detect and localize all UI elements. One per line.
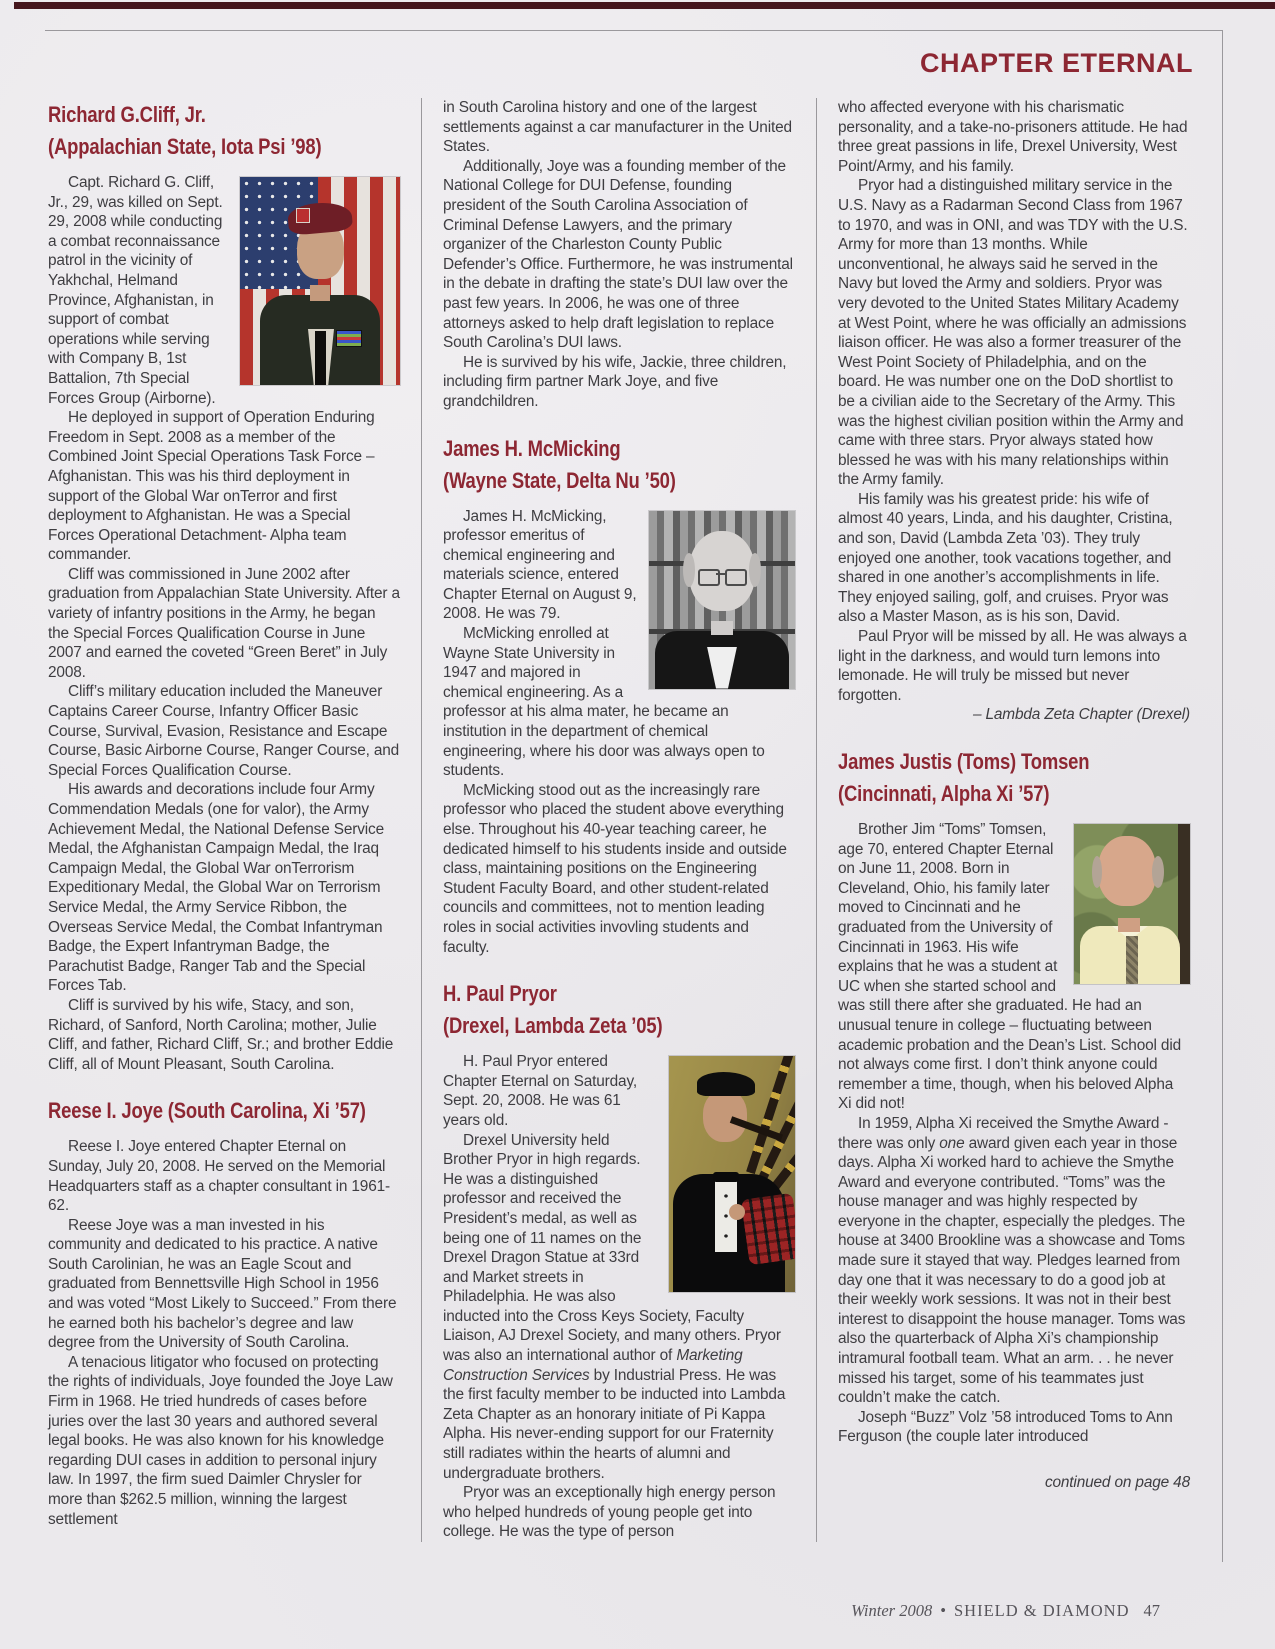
obituary-heading-cliff (48, 100, 400, 164)
paragraph: Cliff was commissioned in June 2002 after graduation from Appalachian State University. After a variety of infantry positions in the Army, he began the Special Forces Qualification Course in June 2007 and earned the coveted “Green Beret” in July 2008. (48, 565, 400, 681)
paragraph: Cliff is survived by his wife, Stacy, and son, Richard, of Sanford, North Carolina; mother, Julie Cliff, and father, Richard Cliff, Sr.; and brother Eddie Cliff, all of Mount Pleasant, South Carolina. (48, 996, 394, 1073)
paragraph: He deployed in support of Operation Enduring Freedom in Sept. 2008 as a member of the Combined Joint Special Operations Task Force – Afghanistan. This was his third deployment in support of the Global War onTerror and first deployment to Afghanistan. He was a Special Forces Operational Detachment- Alpha team commander. (48, 409, 375, 564)
right-page-rule (1222, 30, 1223, 1562)
paragraph (838, 1114, 1190, 1408)
top-band (14, 2, 1275, 9)
paragraph-text: award given each year in those days. Alpha Xi worked hard to achieve the Smythe Award and everyone contributed. “Toms” was the house manager and was highly respected by everyone in the chapter, especially the pledges. The house at 3400 Brookline was a showcase and Toms made sure it stayed that way. Pledges learned from day one that it was necessary to do a good job at their weekly work sessions. It was not in their best interest to disappoint the house manager. Toms was also the quarterback of Alpha Xi’s championship intramural football team. What an arm. . . he never missed his target, some of his teammates just couldn’t make the catch. (838, 1134, 1186, 1407)
footer-issue: Winter 2008 (851, 1601, 933, 1620)
face (703, 1090, 747, 1142)
paragraph: Additionally, Joye was a founding member of the National College for DUI Defense, founding president of the South Carolina Association of Criminal Defense Lawyers, and the primary organizer of the Charleston County Public Defender’s Office. Furthermore, he was instrumental in the debate in drafting the state’s DUI law over the past few years. In 2006, he was one of three attorneys asked to help draft legislation to replace South Carolina’s DUI laws. (443, 157, 793, 352)
obituary-heading-tomsen (838, 747, 1190, 811)
heading-line: (Drexel, Lambda Zeta ’05) (443, 1013, 663, 1039)
mcmicking-portrait-photo (649, 511, 795, 689)
paragraph: His family was his greatest pride: his wife of almost 40 years, Linda, and his daughter, Cristina, and son, David (Lambda Zeta ’03). They truly enjoyed one another, took vacations together, and shared in one another’s accomplishments in life. They enjoyed sailing, golf, and cruises. Pryor was also a Master Mason, as is his son, David. (838, 490, 1173, 626)
paragraph: James H. McMicking, professor emeritus of chemical engineering and materials science, entered Chapter Eternal on August 9, 2008. He was 79. (443, 507, 637, 623)
heading-line: (Appalachian State, Iota Psi ’98) (48, 134, 322, 159)
paragraph: Pryor had a distinguished military service in the U.S. Navy as a Radarman Second Class from 1967 to 1970, and was in ONI, and was TDY with the U.S. Army for more than 13 months. While unconventional, he always said he served in the Navy but loved the Army and soldiers. Pryor was very devoted to the United States Military Academy at West Point, where he was officially an admissions liaison officer. He was also a former treasurer of the West Point Society of Philadelphia, and on the board. He was number one on the DoD shortlist to be a civilian aide to the Secretary of the Army. This was the highest civilian position within the Army and came with three stars. Pryor always stated how blessed he was with his many relationships within the Army family. (838, 177, 1188, 489)
footer-page-number: 47 (1143, 1601, 1160, 1620)
beret-flash (296, 208, 310, 223)
paragraph-continued: in South Carolina history and one of the largest settlements against a car manufacturer in the United States. (443, 99, 792, 156)
continued-note: continued on page 48 (1044, 1474, 1190, 1491)
column-1 (48, 98, 400, 1542)
heading-line: H. Paul Pryor (443, 981, 557, 1007)
glengarry-cap (697, 1072, 755, 1096)
eyeglasses (698, 569, 720, 586)
paragraph: H. Paul Pryor entered Chapter Eternal on Saturday, Sept. 20, 2008. He was 61 years old. (443, 1053, 637, 1129)
neck (711, 621, 733, 635)
neck (310, 285, 330, 301)
heading-line: Richard G.Cliff, Jr. (48, 102, 206, 127)
hair (749, 553, 761, 587)
paragraph-text: Drexel University held Brother Pryor in high regards. He was a distinguished professor and received the President’s medal, as well as being one of 11 names on the Drexel Dragon Statue at 33rd and Market streets in Philadelphia. He was also inducted into the Cross Keys Society, Faculty Liaison, AJ Drexel Society, and many others. Pryor was also an international author of (443, 1131, 781, 1365)
paragraph: Cliff’s military education included the Maneuver Captains Career Course, Infantry Officer Basic Course, Survival, Evasion, Resistance and Escape Course, Basic Airborne Course, Ranger Course, and Special Forces Qualification Course. (48, 683, 400, 779)
paragraph: His awards and decorations include four Army Commendation Medals (one for valor), the Army Achievement Medal, the National Defense Service Medal, the Afghanistan Campaign Medal, the Iraq Campaign Medal, the Global War onTerrorism Expeditionary Medal, the Global War on Terrorism Service Medal, the Army Service Ribbon, the Overseas Service Medal, the Combat Infantryman Badge, the Expert Infantryman Badge, the Parachutist Badge, Ranger Tab and the Special Forces Tab. (48, 781, 385, 995)
heading-line: James H. McMicking (443, 435, 621, 461)
emphasis: one (939, 1134, 965, 1152)
obituary-tomsen (838, 747, 1190, 1447)
tartan-bag (741, 1193, 795, 1266)
page-title: CHAPTER ETERNAL (919, 48, 1193, 78)
hair (683, 553, 695, 587)
bow-tie (713, 1172, 739, 1182)
column-divider (816, 98, 817, 1542)
obituary-pryor (443, 979, 795, 1542)
paragraph-text: by Industrial Press. He was the first faculty member to be inducted into Lambda Zeta Chapter as an honorary initiate of Pi Kappa Alpha. His never-ending support for our Fraternity still radiates within the hearts of alumni and undergraduate brothers. (443, 1366, 786, 1482)
obituary-cliff (48, 100, 400, 1074)
paragraph-continued: who affected everyone with his charismatic personality, and a take-no-prisoners attitude. He had three great passions in life, Drexel University, West Point/Army, and his family. (838, 99, 1188, 175)
cliff-portrait-photo (240, 177, 400, 385)
paragraph: He is survived by his wife, Jackie, three children, including firm partner Mark Joye, and five grandchildren. (443, 353, 787, 410)
obituary-joye (48, 1096, 400, 1529)
obituary-heading-pryor (443, 979, 795, 1043)
heading-line: (Cincinnati, Alpha Xi ’57) (838, 781, 1050, 806)
hair (1152, 856, 1164, 888)
column-divider (421, 98, 422, 1542)
paragraph: Pryor was an exceptionally high energy person who helped hundreds of young people get into college. He was the type of person (443, 1484, 776, 1541)
paragraph: Reese I. Joye entered Chapter Eternal on Sunday, July 20, 2008. He served on the Memorial Headquarters staff as a chapter consultant in 1961-62. (48, 1138, 390, 1215)
paragraph: Paul Pryor will be missed by all. He was always a light in the darkness, and would turn lemons into lemonade. He will truly be missed but never forgotten. (838, 628, 1187, 704)
paragraph: A tenacious litigator who focused on protecting the rights of individuals, Joye founded the Joye Law Firm in 1968. He tried hundreds of cases before juries over the last 30 years and authored several legal books. He was also known for his knowledge regarding DUI cases in addition to personal injury law. In 1997, the firm sued Daimler Chrysler for more than $262.5 million, winning the largest settlement (48, 1353, 393, 1528)
paragraph: Joseph “Buzz” Volz ’58 introduced Toms to Ann Ferguson (the couple later introduced (838, 1408, 1173, 1446)
page-footer (851, 1601, 1160, 1621)
obituary-heading-joye (48, 1096, 400, 1128)
face (1098, 836, 1156, 906)
heading-line: (Wayne State, Delta Nu ’50) (443, 467, 676, 493)
pryor-bagpiper-photo (669, 1056, 795, 1292)
eyeglasses-bridge (716, 573, 725, 575)
heading-line: Reese I. Joye (South Carolina, Xi ’57) (48, 1098, 366, 1124)
tomsen-portrait-photo (1074, 824, 1190, 984)
obituary-heading-mcmicking (443, 434, 795, 498)
book-title: Marketing Construction Services (443, 1347, 743, 1384)
hair (1092, 856, 1102, 888)
footer-magazine-name: SHIELD & DIAMOND (954, 1601, 1130, 1620)
necktie (1126, 936, 1138, 984)
ribbon-rack (336, 330, 362, 347)
paragraph: Capt. Richard G. Cliff, Jr., 29, was killed on Sept. 29, 2008 while conducting a combat reconnaissance patrol in the vicinity of Yakhchal, Helmand Province, Afghanistan, in support of combat operations while serving with Company B, 1st Battalion, 7th Special Forces Group (Airborne). (48, 174, 223, 407)
column-2 (443, 98, 795, 1542)
necktie (315, 331, 326, 385)
paragraph: McMicking enrolled at Wayne State University in 1947 and majored in chemical engineering. As a professor at his alma mater, he became an institution in the department of chemical engineering, where his door was always open to students. (443, 625, 765, 780)
paragraph: Reese Joye was a man invested in his community and dedicated to his practice. A native South Carolinian, he was an Eagle Scout and graduated from Bennettsville High School in 1956 and was voted “Most Likely to Succeed.” From there he earned both his bachelor’s degree and law degree from the University of South Carolina. (48, 1216, 397, 1352)
column-3 (838, 98, 1190, 1542)
paragraph: McMicking stood out as the increasingly rare professor who placed the student above everything else. Throughout his 40-year teaching career, he dedicated himself to his students inside and outside class, maintaining positions on the Engineering Student Faculty Board, and other student-related councils and committees, not to mention leading roles in social activities invovling students and faculty. (443, 781, 787, 956)
obituary-mcmicking (443, 434, 795, 958)
top-rule (45, 30, 1223, 31)
chapter-attribution: – Lambda Zeta Chapter (Drexel) (972, 706, 1190, 724)
columns (48, 98, 1190, 1542)
eyeglasses (725, 569, 747, 586)
paragraph-text: In 1959, Alpha Xi received the Smythe Award - there was only (838, 1114, 1169, 1152)
heading-line: James Justis (Toms) Tomsen (838, 749, 1090, 774)
neck (1118, 918, 1140, 932)
paragraph: Brother Jim “Toms” Tomsen, age 70, entered Chapter Eternal on June 11, 2008. Born in Cleveland, Ohio, his family later moved to Cincinnati and he graduated from the University of Cincinnati in 1963. His wife explains that he was a student at UC when she started school and was still there after she graduated. He had an unusual tenure in college – fluctuating between academic probation and the Dean’s List. School did not always come first. I don’t think anyone could remember a time, though, when his beloved Alpha Xi did not! (838, 821, 1182, 1113)
footer-bullet: • (940, 1601, 946, 1620)
